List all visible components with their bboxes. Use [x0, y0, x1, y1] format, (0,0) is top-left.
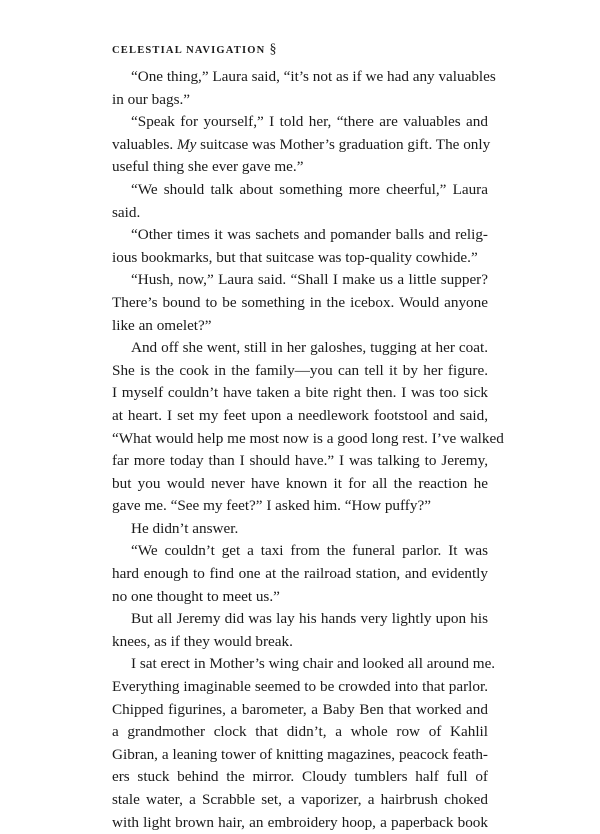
- text-line: useful thing she ever gave me.”: [112, 158, 304, 176]
- section-mark: §: [269, 42, 277, 57]
- text-line: a grandmother clock that didn’t, a whole row of Kahlil: [112, 723, 488, 741]
- text-line: “Other times it was sachets and pomander balls and relig-: [131, 226, 488, 244]
- text-line: said.: [112, 203, 141, 221]
- text-line: gave me. “See my feet?” I asked him. “How puffy?”: [112, 497, 431, 515]
- text-line: ious bookmarks, but that suitcase was top-quality cowhide.”: [112, 248, 478, 266]
- text-line: And off she went, still in her galoshes, tugging at her coat.: [131, 339, 488, 357]
- text-line: but you would never have known it for all the reaction he: [112, 474, 488, 492]
- text-line: “Speak for yourself,” I told her, “there are valuables and: [131, 113, 488, 131]
- text-line: valuables. My suitcase was Mother’s graduation gift. The only: [112, 135, 491, 153]
- text-line: I sat erect in Mother’s wing chair and looked all around me.: [131, 655, 496, 673]
- text-line: ers stuck behind the mirror. Cloudy tumblers half full of: [112, 768, 488, 786]
- text-line: with light brown hair, an embroidery hoop, a paperback book: [112, 813, 488, 831]
- text-line: “One thing,” Laura said, “it’s not as if we had any valuables: [131, 68, 496, 85]
- text-line: I myself couldn’t have taken a bite right then. I was too sick: [112, 384, 488, 402]
- text-line: knees, as if they would break.: [112, 632, 293, 650]
- text-line: There’s bound to be something in the icebox. Would anyone: [112, 293, 488, 311]
- body-text: [112, 66, 504, 834]
- text-line: in our bags.”: [112, 90, 191, 108]
- text-line: Gibran, a leaning tower of knitting magazines, peacock feath-: [112, 745, 488, 763]
- text-line: at heart. I set my feet upon a needlework footstool and said,: [112, 406, 488, 424]
- running-head: [112, 42, 276, 58]
- text-line: stale water, a Scrabble set, a vaporizer, a hairbrush choked: [112, 791, 488, 808]
- text-line: Everything imaginable seemed to be crowded into that parlor.: [112, 678, 488, 696]
- text-line: far more today than I should have.” I was talking to Jeremy,: [112, 452, 488, 470]
- running-head-title: CELESTIAL NAVIGATION: [112, 45, 266, 56]
- text-line: no one thought to meet us.”: [112, 587, 280, 605]
- text-line: “What would help me most now is a good long rest. I’ve walked: [112, 429, 504, 447]
- text-line: But all Jeremy did was lay his hands very lightly upon his: [131, 610, 488, 628]
- text-line: “We should talk about something more cheerful,” Laura: [131, 180, 488, 198]
- text-line: She is the cook in the family—you can tell it by her figure.: [112, 361, 488, 379]
- text-line: hard enough to find one at the railroad station, and evidently: [112, 565, 488, 583]
- text-line: like an omelet?”: [112, 316, 212, 334]
- text-line: He didn’t answer.: [131, 519, 239, 537]
- text-line: “We couldn’t get a taxi from the funeral parlor. It was: [131, 542, 488, 560]
- text-line: “Hush, now,” Laura said. “Shall I make us a little supper?: [131, 271, 488, 289]
- text-line: Chipped figurines, a barometer, a Baby Ben that worked and: [112, 700, 488, 718]
